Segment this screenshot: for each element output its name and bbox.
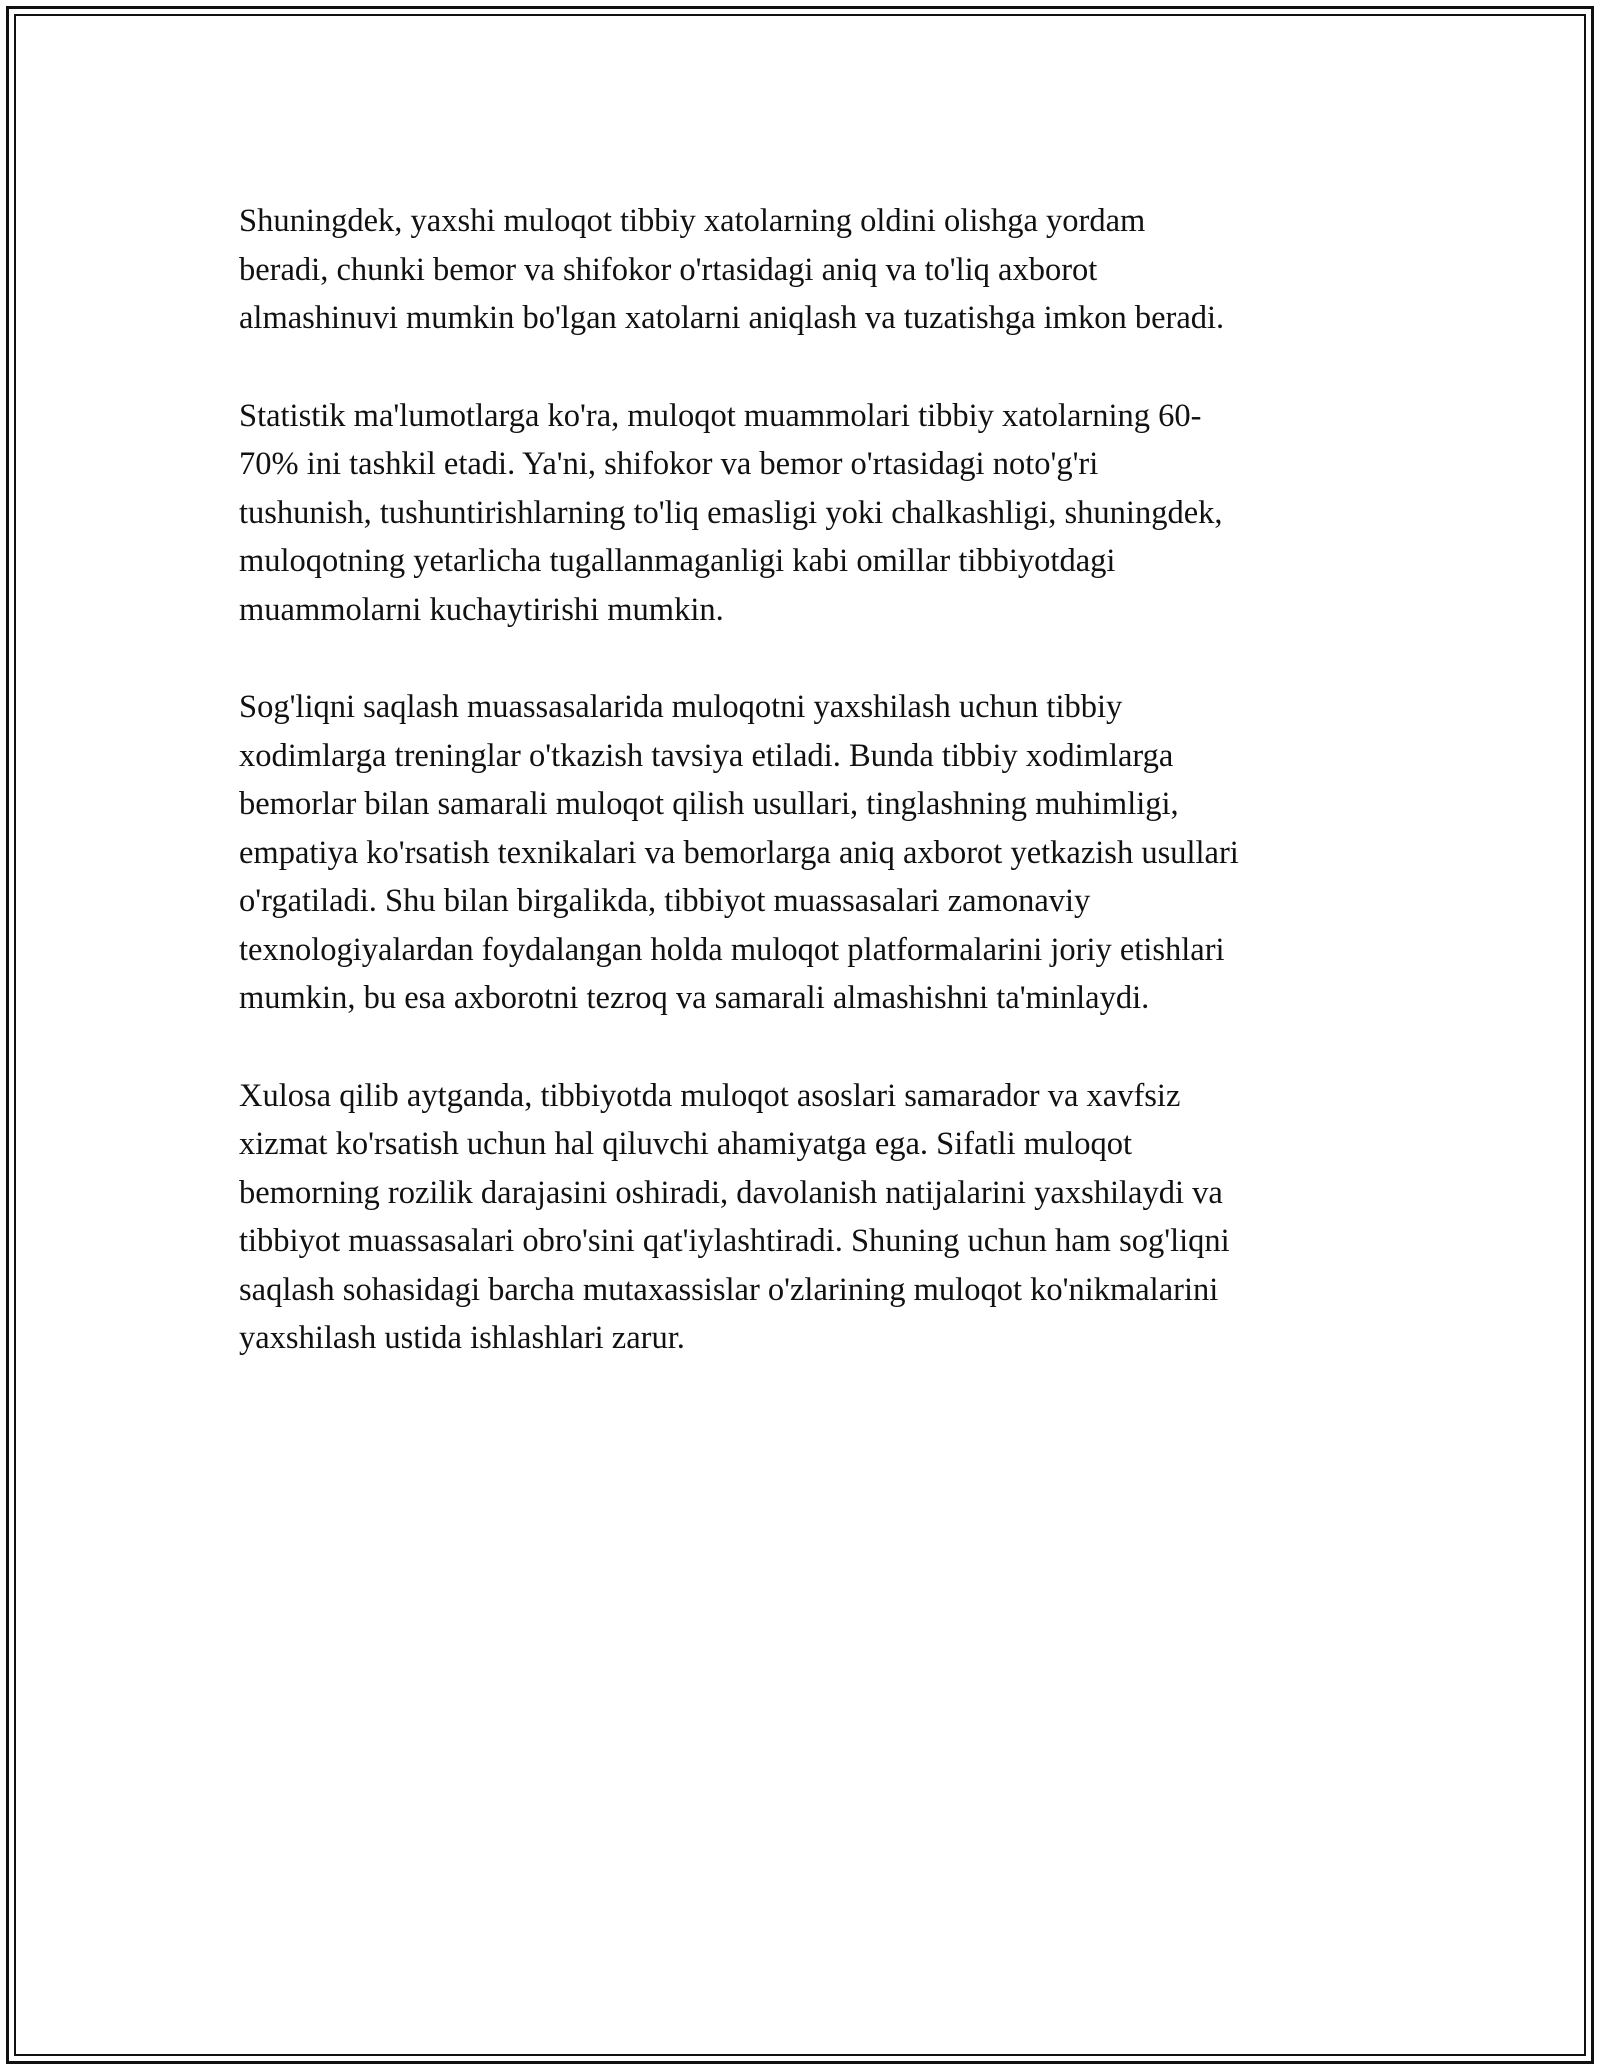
paragraph-1 xyxy=(239,197,1379,343)
page-border xyxy=(6,6,1594,2064)
text-line: muloqotning yetarlicha tugallanmaganligi kabi omillar tibbiyotdagi xyxy=(239,543,1116,579)
paragraph-4 xyxy=(239,1072,1379,1363)
text-line: tushunish, tushuntirishlarning to'liq emasligi yoki chalkashligi, shuningdek, xyxy=(239,494,1223,531)
text-line: beradi, chunki bemor va shifokor o'rtasidagi aniq va to'liq axborot xyxy=(239,251,1098,288)
text-line: Sog'liqni saqlash muassasalarida muloqotni yaxshilash uchun tibbiy xyxy=(239,689,1123,725)
text-line: texnologiyalardan foydalangan holda muloqot platformalarini joriy etishlari xyxy=(239,931,1225,968)
text-line: empatiya ko'rsatish texnikalari va bemorlarga aniq axborot yetkazish usullari xyxy=(239,834,1239,871)
text-line: bemorning rozilik darajasini oshiradi, davolanish natijalarini yaxshilaydi va xyxy=(239,1174,1223,1211)
text-line: tibbiyot muassasalari obro'sini qat'iylashtiradi. Shuning uchun ham sog'liqni xyxy=(239,1223,1230,1259)
text-line: 70% ini tashkil etadi. Ya'ni, shifokor va bemor o'rtasidagi noto'g'ri xyxy=(239,446,1099,482)
text-line: saqlash sohasidagi barcha mutaxassislar o'zlarining muloqot ko'nikmalarini xyxy=(239,1271,1219,1308)
text-line: Statistik ma'lumotlarga ko'ra, muloqot muammolari tibbiy xatolarning 60- xyxy=(239,397,1202,434)
text-line: o'rgatiladi. Shu bilan birgalikda, tibbiyot muassasalari zamonaviy xyxy=(239,883,1091,919)
text-line: Shuningdek, yaxshi muloqot tibbiy xatolarning oldini olishga yordam xyxy=(239,203,1146,239)
text-line: almashinuvi mumkin bo'lgan xatolarni aniqlash va tuzatishga imkon beradi. xyxy=(239,300,1225,336)
document-body xyxy=(239,197,1379,1412)
text-line: xodimlarga treninglar o'tkazish tavsiya etiladi. Bunda tibbiy xodimlarga xyxy=(239,737,1174,774)
text-line: bemorlar bilan samarali muloqot qilish usullari, tinglashning muhimligi, xyxy=(239,786,1179,822)
text-line: yaxshilash ustida ishlashlari zarur. xyxy=(239,1320,685,1356)
paragraph-2 xyxy=(239,392,1379,635)
text-line: Xulosa qilib aytganda, tibbiyotda muloqot asoslari samarador va xavfsiz xyxy=(239,1077,1181,1114)
text-line: muammolarni kuchaytirishi mumkin. xyxy=(239,591,724,628)
paragraph-3 xyxy=(239,683,1379,1023)
text-line: xizmat ko'rsatish uchun hal qiluvchi ahamiyatga ega. Sifatli muloqot xyxy=(239,1126,1133,1162)
text-line: mumkin, bu esa axborotni tezroq va samarali almashishni ta'minlaydi. xyxy=(239,980,1150,1016)
